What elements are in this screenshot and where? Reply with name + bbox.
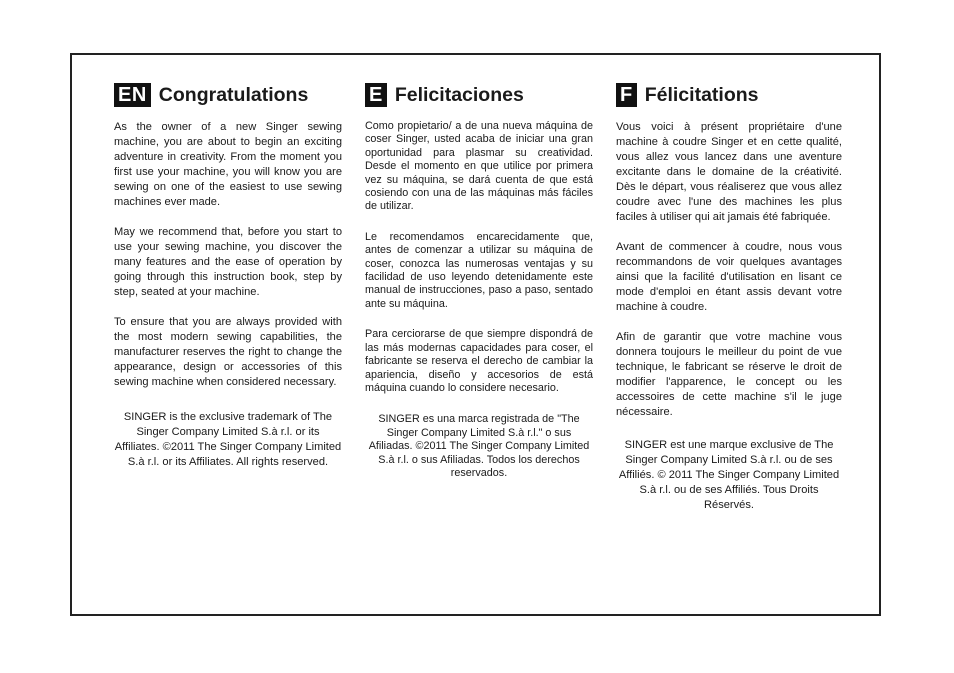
- section-heading: [365, 81, 593, 109]
- rights-paragraph: Para cerciorarse de que siempre dispondrá de las más modernas capacidades para coser, el fabricante se reserva el derecho de cambiar la apariencia, diseño y accesorios de está máquina cuando lo considere necesario.: [365, 328, 593, 394]
- intro-paragraph: Como propietario/ a de una nueva máquina de coser Singer, usted acaba de iniciar una gran oportunidad para plasmar su creatividad. Desde el momento en que utilice por primera vez su máquina, se dará cuenta de que está cosiendo con una de las máquinas más fáciles de utilizar.: [365, 120, 593, 213]
- recommendation-paragraph: May we recommend that, before you start to use your sewing machine, you discover the many features and the ease of operation by going through this instruction book, step by step, seated at your machine.: [114, 226, 342, 298]
- section-french: [616, 81, 842, 513]
- language-badge: F: [616, 83, 637, 107]
- section-heading: [114, 81, 342, 109]
- recommendation-paragraph: Avant de commencer à coudre, nous vous recommandons de voir quelques avantages ainsi que la facilité d'utilisation en lisant ce mode d'emploi en étant assis devant votre machine à coudre.: [616, 241, 842, 313]
- intro-paragraph: Vous voici à présent propriétaire d'une machine à coudre Singer et en cette qualité, vous allez vous lancez dans une aventure excitante dans le domaine de la créativité. Dès le départ, vous réaliserez que vous allez coudre avec l'une des machines les plus faciles à utiliser qui ait jamais été fabriquée.: [616, 121, 842, 223]
- section-title: Congratulations: [158, 83, 309, 106]
- intro-paragraph: As the owner of a new Singer sewing machine, you are about to begin an exciting adventure in creativity. From the moment you first use your machine, you will know you are sewing on one of the easiest to use sewing machines ever made.: [114, 121, 342, 208]
- rights-paragraph: Afin de garantir que votre machine vous donnera toujours le meilleur du point de vue technique, le fabricant se réserve le droit de modifier l'apparence, le concept ou les accessoires de cette machine s'il le juge nécessaire.: [616, 331, 842, 418]
- language-badge: E: [365, 83, 387, 107]
- language-badge: EN: [114, 83, 151, 107]
- trademark-notice: SINGER es una marca registrada de "The Singer Company Limited S.à r.l." o sus Afiliadas. ©2011 The Singer Company Limited S.à r.l. o sus Afiliadas. Todos los derechos reservados.: [368, 413, 590, 479]
- section-spanish: [365, 81, 593, 480]
- trademark-notice: SINGER est une marque exclusive de The Singer Company Limited S.à r.l. ou de ses Affiliés. © 2011 The Singer Company Limited S.à r.l. ou de ses Affiliés. Tous Droits Réservés.: [618, 439, 840, 511]
- section-title: Félicitations: [644, 83, 759, 106]
- section-english: [114, 81, 342, 470]
- trademark-notice: SINGER is the exclusive trademark of The Singer Company Limited S.à r.l. or its Affiliates. ©2011 The Singer Company Limited S.à r.l. or its Affiliates. All rights reserved.: [114, 411, 342, 468]
- rights-paragraph: To ensure that you are always provided with the most modern sewing capabilities, the manufacturer reserves the right to change the appearance, design or accessories of this sewing machine when considered necessary.: [114, 316, 342, 388]
- section-title: Felicitaciones: [394, 83, 524, 106]
- section-heading: [616, 81, 842, 109]
- page-frame: [70, 53, 881, 616]
- recommendation-paragraph: Le recomendamos encarecidamente que, antes de comenzar a utilizar su máquina de coser, conozca las numerosas ventajas y su facilidad de uso leyendo detenidamente este manual de instrucciones, paso a paso, sentado ante su máquina.: [365, 230, 593, 310]
